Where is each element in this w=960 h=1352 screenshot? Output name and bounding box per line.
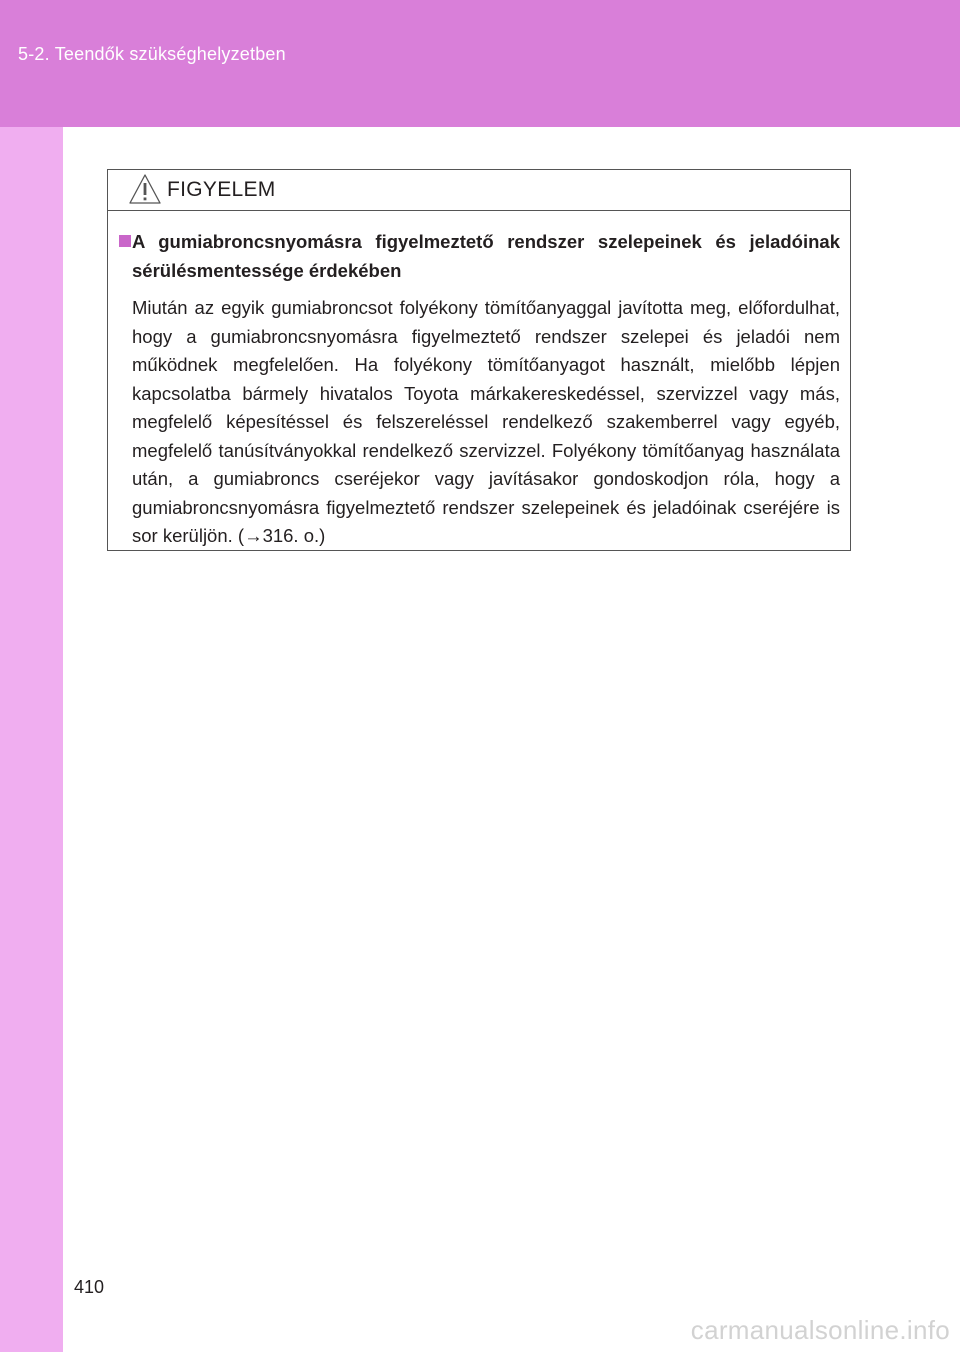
section-title: 5-2. Teendők szükséghelyzetben xyxy=(18,44,286,64)
warning-triangle-icon xyxy=(128,173,162,205)
square-bullet-icon xyxy=(119,235,131,247)
warning-item-title xyxy=(118,227,840,285)
warning-label: FIGYELEM xyxy=(167,178,276,201)
side-band xyxy=(0,127,63,1352)
warning-item-title-text: A gumiabroncsnyomásra figyelmeztető rendszer szelepeinek és jeladóinak sérülésmentessége érdekében xyxy=(132,231,840,281)
watermark: carmanualsonline.info xyxy=(690,1315,950,1345)
warning-header xyxy=(108,170,850,211)
warning-item-text: Miután az egyik gumiabroncsot folyékony tömítőanyaggal javította meg, előfordulhat, hogy a gumiabroncsnyomásra figyelmeztető rendszer szelepei és jeladói nem működnek megfelelően. Ha folyékony tömítőanyagot használt, mielőbb lépjen kapcsolatba bármely hivatalos Toyota márkakereskedéssel, szervizzel vagy más, megfelelő képesítéssel és felszereléssel rendelkező szakemberrel vagy egyéb, megfelelő tanúsítványokkal rendelkező szervizzel. Folyékony tömítőanyag használata után, a gumiabroncs cseréjekor vagy javításakor gondoskodjon róla, hogy a gumiabroncsnyomásra figyelmeztető rendszer szelepeinek és jeladóinak cseréjére is sor kerüljön. (→316. o.) xyxy=(132,297,840,546)
header-band xyxy=(0,0,960,127)
page-number: 410 xyxy=(74,1277,105,1297)
warning-box xyxy=(107,169,851,551)
warning-body xyxy=(108,211,850,551)
